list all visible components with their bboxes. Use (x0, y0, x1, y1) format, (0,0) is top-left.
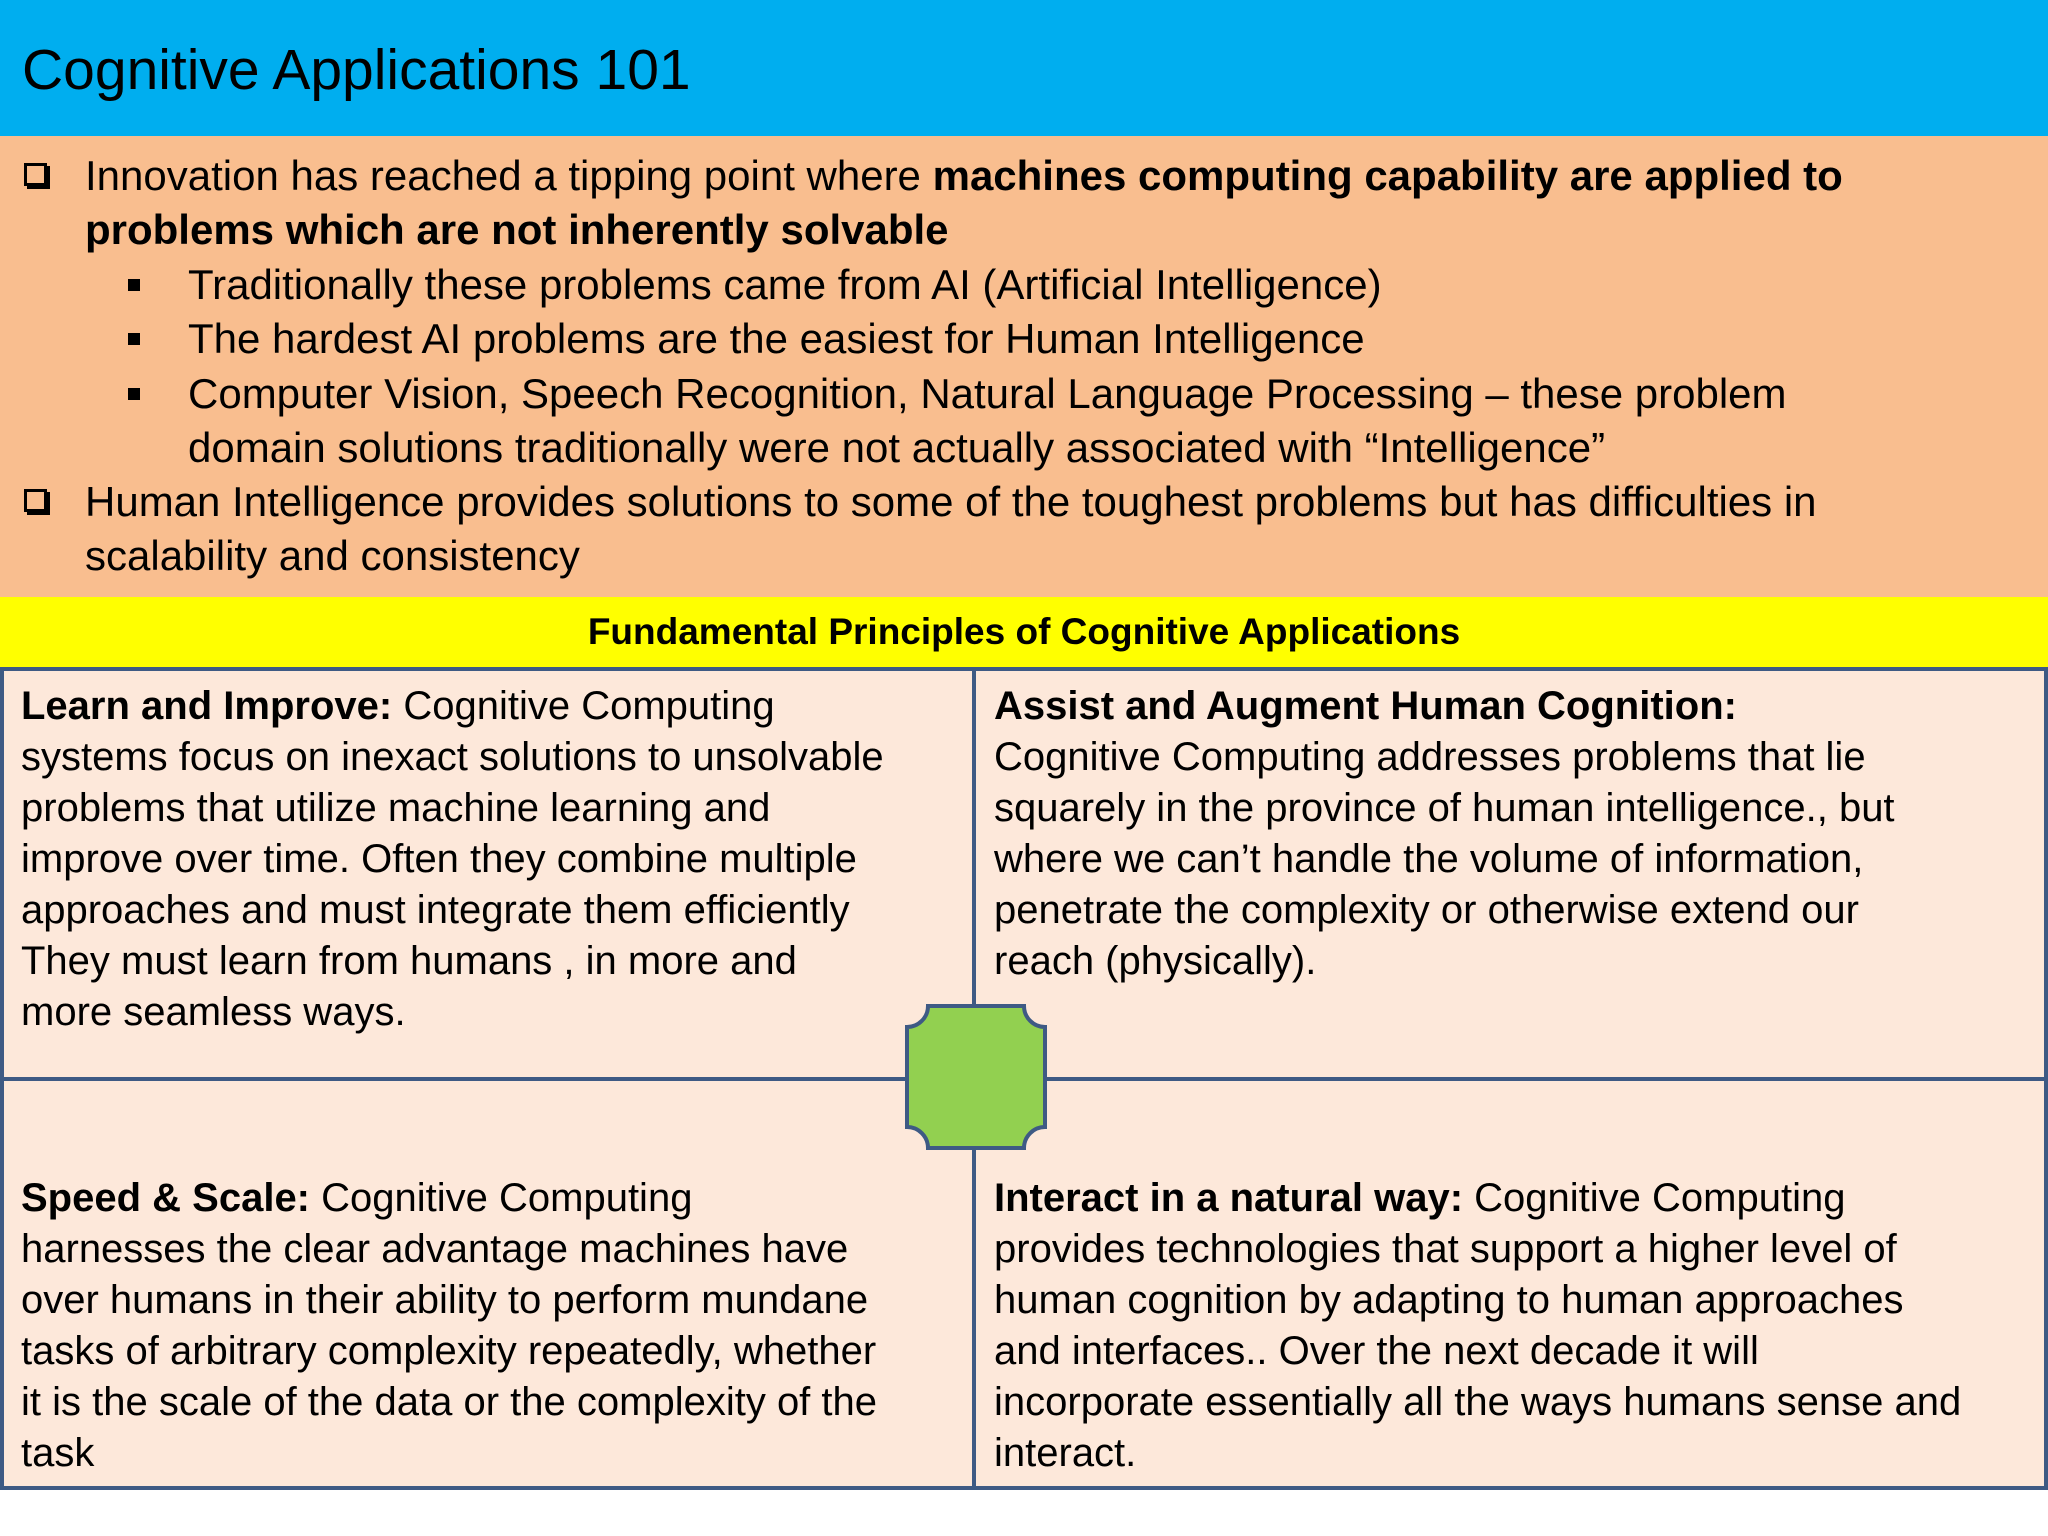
assist-augment-heading: Assist and Augment Human Cognition: (994, 684, 1737, 728)
bullet2-line2: scalability and consistency (85, 532, 580, 579)
sub-bullet-3-line2: domain solutions traditionally were not actually associated with “Intelligence” (188, 424, 1606, 471)
text-line: task (21, 1431, 95, 1475)
text-line: more seamless ways. (21, 990, 406, 1034)
title-bar (0, 0, 2048, 136)
interact-natural-first-line: Cognitive Computing (1463, 1176, 1846, 1220)
learn-improve-first-line: Cognitive Computing (392, 684, 775, 728)
interact-natural-text (994, 1173, 1961, 1479)
bullet1-line2: problems which are not inherently solvable (85, 206, 949, 253)
text-line: They must learn from humans , in more and (21, 939, 797, 983)
bullet1-bold-text: machines computing capability are applied to (932, 152, 1843, 199)
text-line: reach (physically). (994, 939, 1317, 983)
text-line: systems focus on inexact solutions to unsolvable (21, 735, 884, 779)
speed-scale-heading: Speed & Scale: (21, 1176, 311, 1220)
checkbox-bullet-icon (24, 163, 47, 186)
text-line: and interfaces.. Over the next decade it will (994, 1329, 1759, 1373)
text-line: squarely in the province of human intelligence., but (994, 786, 1895, 830)
bullet1-line1 (85, 149, 1843, 203)
text-line: harnesses the clear advantage machines have (21, 1227, 849, 1271)
bullet2-line1: Human Intelligence provides solutions to some of the toughest problems but has difficulties in (85, 478, 1817, 525)
checkbox-bullet-icon (24, 489, 47, 512)
bullet1-plain-text: Innovation has reached a tipping point where (85, 152, 933, 199)
interact-natural-heading: Interact in a natural way: (994, 1176, 1464, 1220)
square-bullet-icon (128, 279, 140, 291)
text-line: where we can’t handle the volume of information, (994, 837, 1864, 881)
text-line: Cognitive Computing addresses problems that lie (994, 735, 1866, 779)
slide-title: Cognitive Applications 101 (22, 38, 691, 102)
banner-title: Fundamental Principles of Cognitive Applications (587, 611, 1461, 652)
text-line: penetrate the complexity or otherwise extend our (994, 888, 1859, 932)
text-line: tasks of arbitrary complexity repeatedly, whether (21, 1329, 877, 1373)
learn-improve-text (21, 681, 884, 1038)
speed-scale-text (21, 1173, 877, 1479)
text-line: over humans in their ability to perform mundane (21, 1278, 869, 1322)
assist-augment-text (994, 681, 1895, 987)
text-line: it is the scale of the data or the complexity of the (21, 1380, 878, 1424)
text-line: incorporate essentially all the ways humans sense and (994, 1380, 1962, 1424)
intro-section (0, 136, 2048, 597)
sub-bullet-2: The hardest AI problems are the easiest for Human Intelligence (188, 315, 1365, 362)
text-line: provides technologies that support a higher level of (994, 1227, 1897, 1271)
speed-scale-first-line: Cognitive Computing (310, 1176, 693, 1220)
text-line: improve over time. Often they combine multiple (21, 837, 857, 881)
learn-improve-heading: Learn and Improve: (21, 684, 393, 728)
text-line: human cognition by adapting to human approaches (994, 1278, 1904, 1322)
text-line: approaches and must integrate them efficiently (21, 888, 850, 932)
square-bullet-icon (128, 388, 140, 400)
center-plaque-shape (904, 1003, 1048, 1151)
square-bullet-icon (128, 333, 140, 345)
sub-bullet-1: Traditionally these problems came from AI (Artificial Intelligence) (188, 261, 1382, 308)
text-line: problems that utilize machine learning and (21, 786, 771, 830)
text-line: interact. (994, 1431, 1137, 1475)
principles-banner (0, 597, 2048, 667)
sub-bullet-3-line1: Computer Vision, Speech Recognition, Natural Language Processing – these problem (188, 370, 1787, 417)
